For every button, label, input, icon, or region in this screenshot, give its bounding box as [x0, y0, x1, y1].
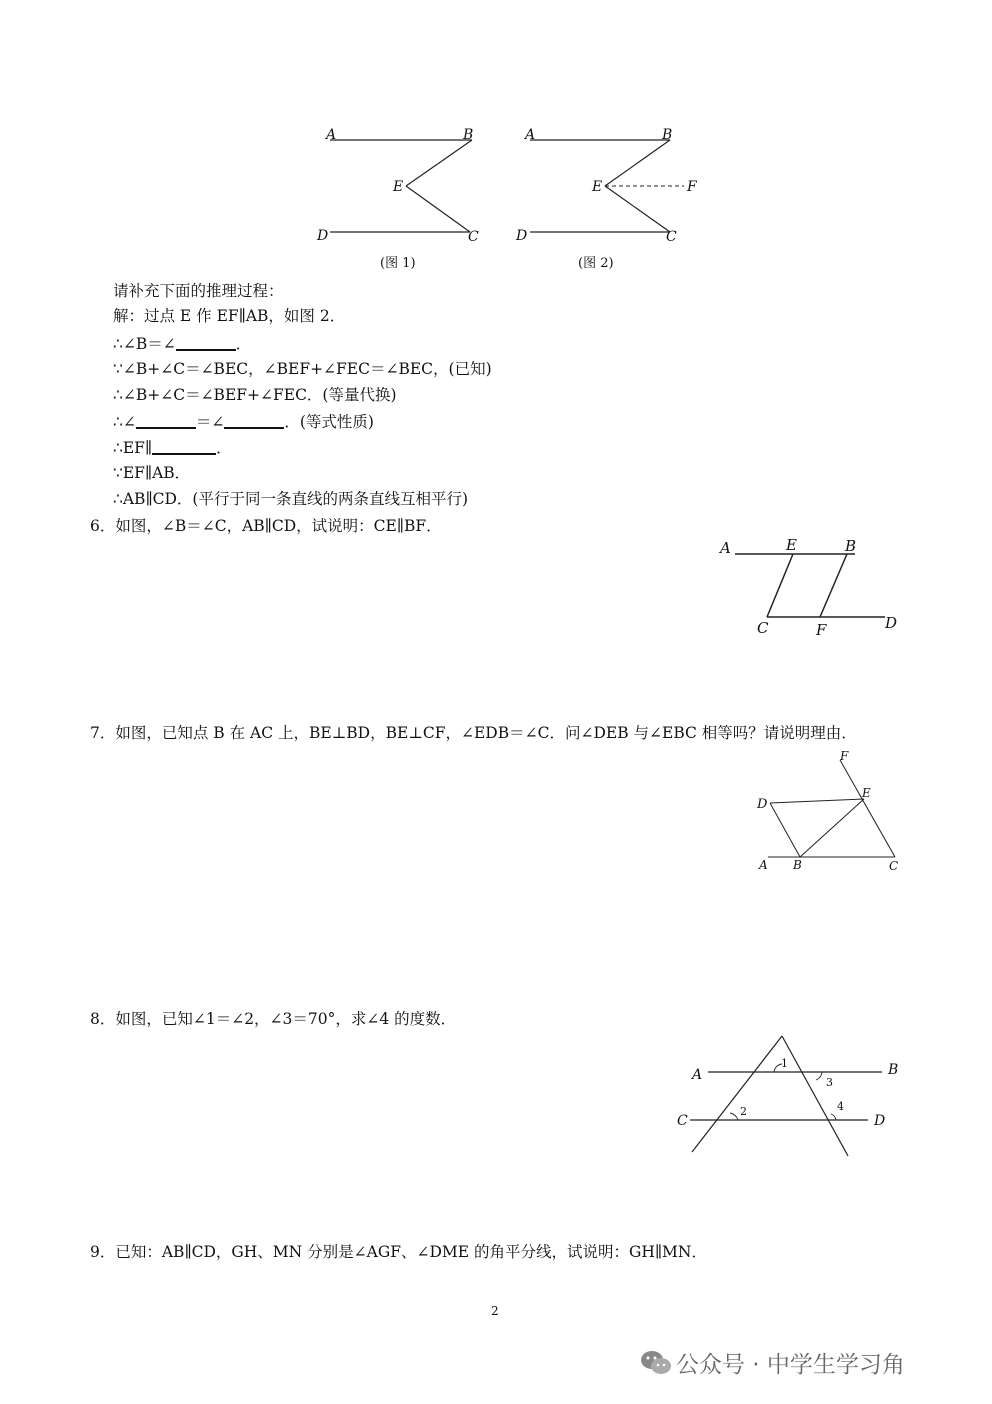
question-8: 8．如图，已知∠1＝∠2，∠3＝70°，求∠4 的度数．	[90, 1010, 457, 1028]
fig1-line-ec	[406, 186, 470, 232]
fig2-line-be	[605, 140, 670, 186]
fig8-label-a: A	[692, 1067, 703, 1083]
fig7-label-f: F	[840, 749, 849, 763]
fig1-label-e: E	[393, 179, 404, 195]
fig7-label-d: D	[757, 797, 768, 812]
watermark	[640, 1346, 905, 1379]
watermark-text: 公众号 · 中学生学习角	[676, 1352, 905, 1378]
fig6-label-c: C	[757, 619, 769, 637]
figure-6	[715, 535, 915, 645]
fig2-label-d: D	[516, 228, 528, 244]
proof-line-2-end: ．	[235, 335, 252, 353]
figure-1	[300, 120, 500, 280]
fig8-angle-2: 2	[740, 1105, 747, 1118]
fig1-line-be	[406, 140, 472, 186]
fig2-label-b: B	[662, 127, 673, 143]
question-7: 7．如图，已知点 B 在 AC 上，BE⊥BD，BE⊥CF，∠EDB＝∠C．问∠DEB 与∠EBC 相等吗？请说明理由．	[90, 724, 857, 742]
fig6-label-f: F	[816, 621, 827, 639]
fig8-label-d: D	[874, 1113, 886, 1129]
fig2-line-ec	[605, 186, 670, 232]
wechat-icon	[640, 1349, 672, 1377]
fig8-transversal-2	[782, 1036, 848, 1156]
fig6-label-e: E	[786, 536, 797, 554]
fig8-arc-3	[816, 1072, 822, 1080]
fig1-label-d: D	[317, 228, 329, 244]
figure-7	[750, 745, 910, 875]
fig8-angle-4: 4	[837, 1100, 844, 1113]
proof-line-6-text: ∴EF∥	[113, 439, 153, 457]
fig2-label-c: C	[666, 229, 677, 245]
fig1-caption: (图 1)	[380, 256, 416, 271]
proof-line-6	[113, 437, 232, 458]
fig1-label-a: A	[326, 127, 337, 143]
proof-line-1: 解：过点 E 作 EF∥AB，如图 2．	[113, 307, 346, 325]
fig7-label-a: A	[759, 858, 768, 872]
fig2-label-e: E	[592, 179, 603, 195]
question-9: 9．已知：AB∥CD，GH、MN 分别是∠AGF、∠DME 的角平分线，试说明：GH∥MN．	[90, 1243, 707, 1261]
proof-line-5	[113, 411, 374, 432]
proof-line-8: ∴AB∥CD．(平行于同一条直线的两条直线互相平行)	[113, 490, 468, 508]
fig7-line-be	[800, 799, 864, 857]
fig6-line-fb	[820, 554, 847, 617]
fig8-arc-2	[730, 1113, 738, 1120]
fig6-label-b: B	[845, 537, 857, 555]
fig6-line-ce	[767, 554, 793, 617]
proof-line-5-mid: ＝∠	[195, 413, 225, 431]
fig2-label-a: A	[525, 127, 536, 143]
proof-line-3: ∵∠B+∠C＝∠BEC，∠BEF+∠FEC＝∠BEC，(已知)	[113, 360, 492, 378]
proof-line-7: ∵EF∥AB．	[113, 464, 191, 482]
proof-line-4: ∴∠B+∠C＝∠BEF+∠FEC．(等量代换)	[113, 386, 397, 404]
fill-blank-3[interactable]	[224, 411, 284, 429]
fig6-label-a: A	[720, 539, 731, 557]
fig7-line-de	[770, 799, 864, 803]
fig7-label-c: C	[889, 859, 899, 873]
fig2-label-f: F	[687, 179, 697, 195]
question-6: 6．如图，∠B＝∠C，AB∥CD，试说明：CE∥BF．	[90, 517, 442, 535]
page-number: 2	[491, 1304, 499, 1318]
fill-blank-4[interactable]	[152, 437, 216, 455]
fig6-label-d: D	[885, 614, 898, 632]
fill-blank-2[interactable]	[136, 411, 196, 429]
fig7-line-fc	[840, 760, 895, 857]
fig8-angle-3: 3	[826, 1076, 833, 1089]
fig7-label-e: E	[862, 786, 871, 800]
figure-8	[670, 1030, 910, 1170]
fill-blank-1[interactable]	[176, 333, 236, 351]
figure-2	[500, 120, 710, 280]
proof-line-5-text: ∴∠	[113, 413, 136, 431]
fig7-line-db	[770, 803, 800, 857]
proof-line-2	[113, 333, 251, 354]
proof-line-5-end: ．(等式性质)	[284, 413, 374, 431]
proof-intro: 请补充下面的推理过程：	[113, 282, 284, 300]
fig7-label-b: B	[793, 858, 802, 872]
fig1-label-c: C	[468, 229, 479, 245]
fig8-arc-4	[831, 1114, 836, 1120]
fig2-caption: (图 2)	[578, 256, 614, 271]
proof-line-2-text: ∴∠B＝∠	[113, 335, 176, 353]
proof-line-6-end: ．	[216, 439, 232, 457]
fig8-label-b: B	[888, 1062, 899, 1078]
fig8-angle-1: 1	[781, 1057, 788, 1070]
fig8-label-c: C	[677, 1113, 688, 1129]
fig1-label-b: B	[463, 127, 474, 143]
fig8-transversal-1	[692, 1036, 782, 1152]
